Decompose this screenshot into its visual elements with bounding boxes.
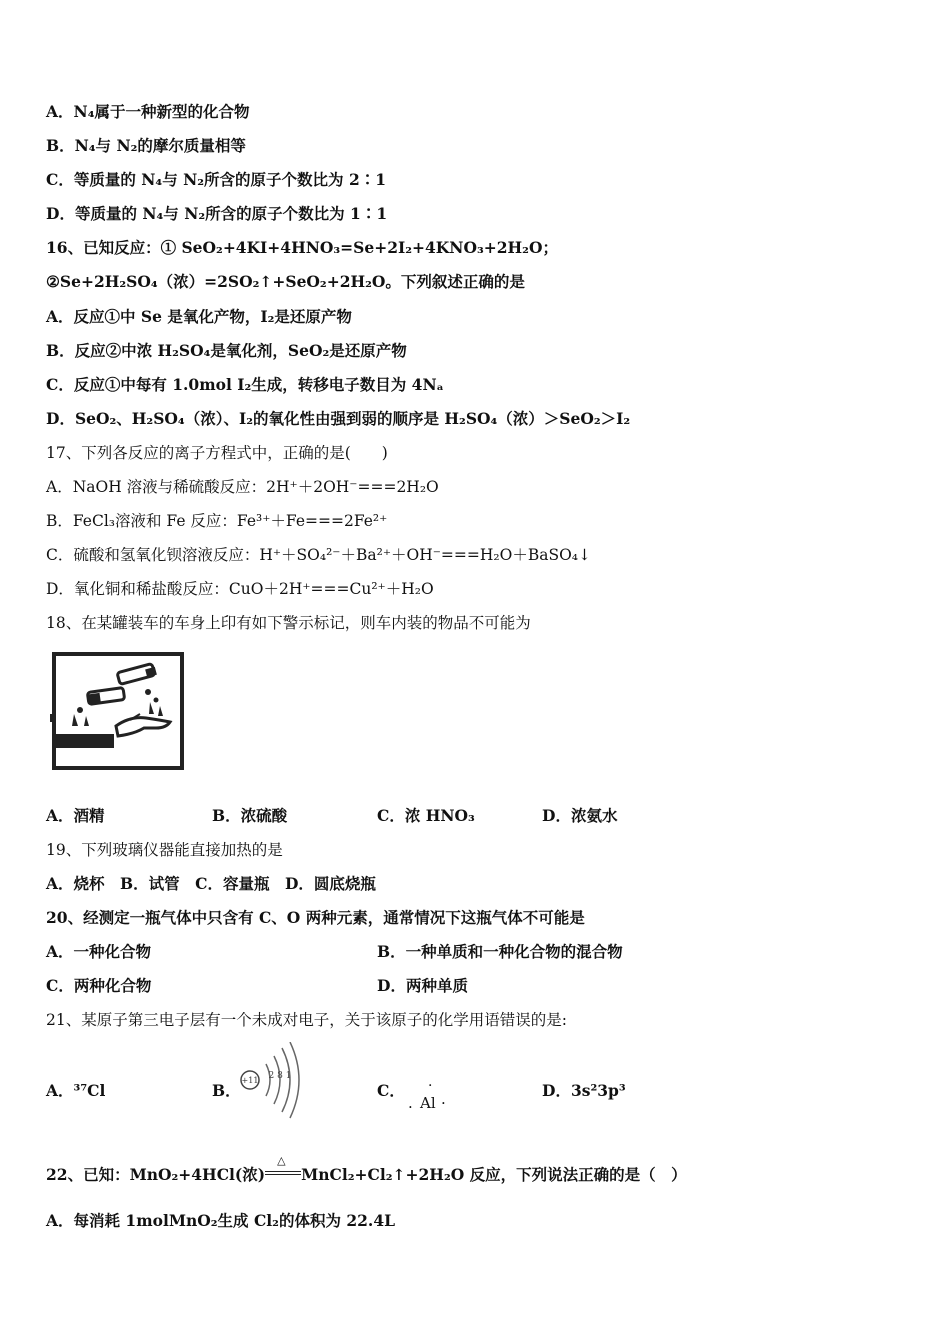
q17-option-d: D．氧化铜和稀盐酸反应：CuO＋2H⁺===Cu²⁺＋H₂O xyxy=(46,580,434,598)
q21-option-c: C． xyxy=(377,1081,405,1100)
q18-option-b: B．浓硫酸 xyxy=(212,806,288,825)
q16-option-c: C．反应①中每有 1.0mol I₂生成，转移电子数目为 4Nₐ xyxy=(46,375,444,394)
q20-stem: 20、经测定一瓶气体中只含有 C、O 两种元素，通常情况下这瓶气体不可能是 xyxy=(46,908,585,927)
q15-option-b: B．N₄与 N₂的摩尔质量相等 xyxy=(46,136,246,155)
q20-option-b: B．一种单质和一种化合物的混合物 xyxy=(377,942,623,961)
corroded-surface-bar xyxy=(54,734,114,748)
q17-option-b: B．FeCl₃溶液和 Fe 反应：Fe³⁺＋Fe===2Fe²⁺ xyxy=(46,512,388,530)
electron-dot-left: . xyxy=(408,1094,413,1112)
q15-option-a: A．N₄属于一种新型的化合物 xyxy=(46,102,250,121)
q17-stem: 17、下列各反应的离子方程式中，正确的是( ) xyxy=(46,444,388,462)
q17-option-c: C．硫酸和氢氧化钡溶液反应：H⁺＋SO₄²⁻＋Ba²⁺＋OH⁻===H₂O＋BaSO₄↓ xyxy=(46,546,591,564)
electron-dot-right: · xyxy=(441,1094,446,1112)
q19-stem: 19、下列玻璃仪器能直接加热的是 xyxy=(46,841,283,859)
q21-stem: 21、某原子第三电子层有一个未成对电子，关于该原子的化学用语错误的是: xyxy=(46,1011,567,1029)
corrosive-warning-sign xyxy=(46,650,188,774)
q15-option-d: D．等质量的 N₄与 N₂所含的原子个数比为 1∶1 xyxy=(46,204,388,223)
q16-stem-line1: 16、已知反应：① SeO₂+4KI+4HNO₃=Se+2I₂+4KNO₃+2H₂O； xyxy=(46,238,558,257)
q22-stem-reactants: 22、已知：MnO₂+4HCl(浓) xyxy=(46,1165,266,1184)
q21-option-a: A．³⁷Cl xyxy=(46,1081,106,1100)
q20-option-a: A．一种化合物 xyxy=(46,942,152,961)
q16-stem-line2: ②Se+2H₂SO₄（浓）=2SO₂↑+SeO₂+2H₂O。下列叙述正确的是 xyxy=(46,272,525,291)
q22-stem-products: MnCl₂+Cl₂↑+2H₂O 反应，下列说法正确的是（ ） xyxy=(301,1165,687,1184)
q18-option-c: C．浓 HNO₃ xyxy=(377,806,475,825)
aluminum-symbol: Al xyxy=(420,1094,436,1112)
q22-option-a: A．每消耗 1molMnO₂生成 Cl₂的体积为 22.4L xyxy=(46,1211,396,1230)
q16-option-b: B．反应②中浓 H₂SO₄是氧化剂，SeO₂是还原产物 xyxy=(46,341,407,360)
q22-stem xyxy=(46,1154,687,1185)
q16-option-a: A．反应①中 Se 是氧化产物，I₂是还原产物 xyxy=(46,307,352,326)
electron-dot-top: · xyxy=(428,1078,433,1094)
nucleus-charge-label: +11 xyxy=(241,1076,259,1085)
q21-option-d: D．3s²3p³ xyxy=(542,1081,626,1100)
q20-option-d: D．两种单质 xyxy=(377,976,468,995)
q17-option-a: A．NaOH 溶液与稀硫酸反应：2H⁺＋2OH⁻===2H₂O xyxy=(46,478,439,496)
reaction-condition xyxy=(265,1154,301,1185)
q20-option-c: C．两种化合物 xyxy=(46,976,152,995)
shell-electron-counts: 2 8 1 xyxy=(268,1071,292,1081)
atomic-structure-diagram xyxy=(236,1042,300,1120)
q18-option-d: D．浓氨水 xyxy=(542,806,618,825)
q16-option-d: D．SeO₂、H₂SO₄（浓）、I₂的氧化性由强到弱的顺序是 H₂SO₄（浓）＞SeO₂＞I₂ xyxy=(46,409,631,428)
q18-stem: 18、在某罐装车的车身上印有如下警示标记，则车内装的物品不可能为 xyxy=(46,614,531,632)
q15-option-c: C．等质量的 N₄与 N₂所含的原子个数比为 2∶1 xyxy=(46,170,387,189)
q18-option-a: A．酒精 xyxy=(46,806,105,825)
q19-options: A．烧杯 B．试管 C．容量瓶 D．圆底烧瓶 xyxy=(46,874,376,893)
heat-symbol: △ xyxy=(277,1154,286,1167)
q21-option-b: B． xyxy=(212,1081,241,1100)
